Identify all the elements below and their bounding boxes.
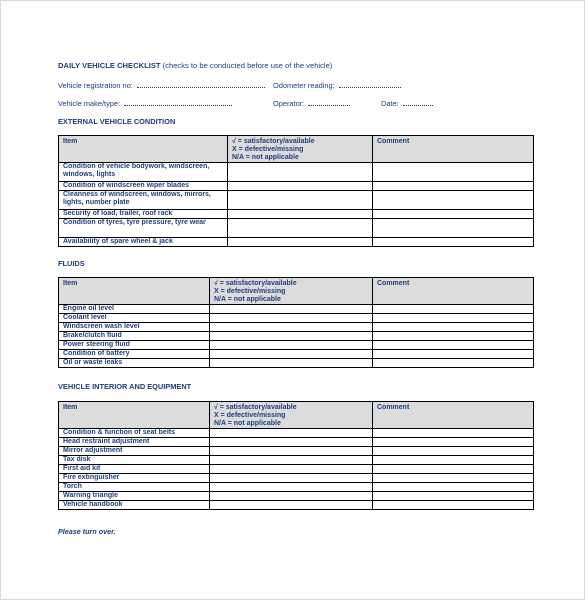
table-row [59,219,534,238]
item-column-header: Item [59,278,210,305]
comment-cell[interactable] [373,359,534,368]
make-type-field[interactable] [58,99,232,108]
date-label: Date: [381,99,399,108]
comment-cell[interactable] [373,163,534,182]
item-label: Fire extinguisher [59,474,210,483]
status-cell[interactable] [210,332,373,341]
comment-cell[interactable] [373,501,534,510]
registration-field[interactable] [58,81,265,90]
comment-cell[interactable] [373,492,534,501]
section-title-interior: VEHICLE INTERIOR AND EQUIPMENT [58,382,192,391]
status-cell[interactable] [228,210,373,219]
comment-cell[interactable] [373,447,534,456]
table-row [59,359,534,368]
item-label: First aid kit [59,465,210,474]
item-label: Tax disk [59,456,210,465]
comment-cell[interactable] [373,191,534,210]
title-subtitle: (checks to be conducted before use of the vehicle) [160,61,333,70]
item-label: Warning triangle [59,492,210,501]
odometer-blank[interactable] [339,81,401,88]
item-label: Head restraint adjustment [59,438,210,447]
turn-over-note: Please turn over. [58,527,116,536]
make-type-label: Vehicle make/type: [58,99,121,108]
comment-cell[interactable] [373,332,534,341]
table-row [59,438,534,447]
status-cell[interactable] [210,438,373,447]
status-cell[interactable] [210,429,373,438]
status-legend-header [210,278,373,305]
table-row [59,191,534,210]
operator-label: Operator: [273,99,305,108]
item-label: Condition of tyres, tyre pressure, tyre wear [59,219,228,238]
status-cell[interactable] [228,182,373,191]
table-row [59,483,534,492]
status-cell[interactable] [210,456,373,465]
table-row [59,323,534,332]
item-label: Power steering fluid [59,341,210,350]
status-cell[interactable] [228,163,373,182]
table-row [59,341,534,350]
status-cell[interactable] [210,341,373,350]
table-row [59,238,534,247]
comment-cell[interactable] [373,210,534,219]
comment-cell[interactable] [373,438,534,447]
item-column-header: Item [59,136,228,163]
item-label: Coolant level [59,314,210,323]
external-condition-table [58,135,534,247]
registration-label: Vehicle registration no: [58,81,133,90]
comment-cell[interactable] [373,314,534,323]
status-cell[interactable] [228,238,373,247]
table-row [59,332,534,341]
status-cell[interactable] [210,483,373,492]
legend-ok: √ = satisfactory/available [232,138,315,145]
item-label: Availability of spare wheel & jack [59,238,228,247]
item-column-header: Item [59,402,210,429]
comment-cell[interactable] [373,456,534,465]
status-cell[interactable] [210,465,373,474]
item-label: Condition of vehicle bodywork, windscreen, windows, lights [59,163,228,182]
fluids-table [58,277,534,368]
legend-ok: √ = satisfactory/available [214,404,297,411]
item-label: Oil or waste leaks [59,359,210,368]
table-row [59,429,534,438]
status-cell[interactable] [210,359,373,368]
status-cell[interactable] [210,492,373,501]
legend-defective: X = defective/missing [214,288,286,295]
item-label: Windscreen wash level [59,323,210,332]
status-cell[interactable] [210,474,373,483]
table-row [59,210,534,219]
table-row [59,314,534,323]
status-legend-header [228,136,373,163]
status-cell[interactable] [210,501,373,510]
status-cell[interactable] [210,314,373,323]
legend-na: N/A = not applicable [214,296,281,303]
date-blank[interactable] [403,99,433,106]
status-cell[interactable] [228,219,373,238]
status-cell[interactable] [210,447,373,456]
section-title-fluids: FLUIDS [58,259,85,268]
comment-cell[interactable] [373,483,534,492]
item-label: Cleanness of windscreen, windows, mirrors, lights, number plate [59,191,228,210]
legend-na: N/A = not applicable [232,154,299,161]
comment-cell[interactable] [373,465,534,474]
table-header-row [59,402,534,429]
document-title [58,61,332,70]
table-header-row [59,278,534,305]
legend-ok: √ = satisfactory/available [214,280,297,287]
odometer-field[interactable] [273,81,401,90]
comment-column-header: Comment [373,402,534,429]
item-label: Condition of windscreen wiper blades [59,182,228,191]
comment-cell[interactable] [373,238,534,247]
table-row [59,447,534,456]
odometer-label: Odometer reading: [273,81,335,90]
operator-field[interactable] [273,99,350,108]
table-row [59,465,534,474]
item-label: Vehicle handbook [59,501,210,510]
comment-cell[interactable] [373,323,534,332]
interior-equipment-table [58,401,534,510]
item-label: Mirror adjustment [59,447,210,456]
table-row [59,474,534,483]
legend-defective: X = defective/missing [232,146,304,153]
comment-cell[interactable] [373,350,534,359]
legend-defective: X = defective/missing [214,412,286,419]
section-title-external: EXTERNAL VEHICLE CONDITION [58,117,176,126]
table-row [59,182,534,191]
status-cell[interactable] [210,305,373,314]
table-row [59,456,534,465]
date-field[interactable] [381,99,433,108]
item-label: Security of load, trailer, roof rack [59,210,228,219]
item-label: Condition of battery [59,350,210,359]
comment-cell[interactable] [373,429,534,438]
make-type-blank[interactable] [124,99,232,106]
item-label: Engine oil level [59,305,210,314]
comment-column-header: Comment [373,278,534,305]
title-text: DAILY VEHICLE CHECKLIST [58,61,161,70]
comment-cell[interactable] [373,474,534,483]
operator-blank[interactable] [308,99,350,106]
table-header-row [59,136,534,163]
item-label: Condition & function of seat belts [59,429,210,438]
status-legend-header [210,402,373,429]
comment-cell[interactable] [373,305,534,314]
status-cell[interactable] [210,323,373,332]
table-row [59,350,534,359]
table-row [59,501,534,510]
comment-cell[interactable] [373,182,534,191]
comment-column-header: Comment [373,136,534,163]
registration-blank[interactable] [137,81,265,88]
table-row [59,305,534,314]
table-row [59,492,534,501]
comment-cell[interactable] [373,341,534,350]
status-cell[interactable] [210,350,373,359]
item-label: Brake/clutch fluid [59,332,210,341]
table-row [59,163,534,182]
status-cell[interactable] [228,191,373,210]
item-label: Torch [59,483,210,492]
legend-na: N/A = not applicable [214,420,281,427]
comment-cell[interactable] [373,219,534,238]
